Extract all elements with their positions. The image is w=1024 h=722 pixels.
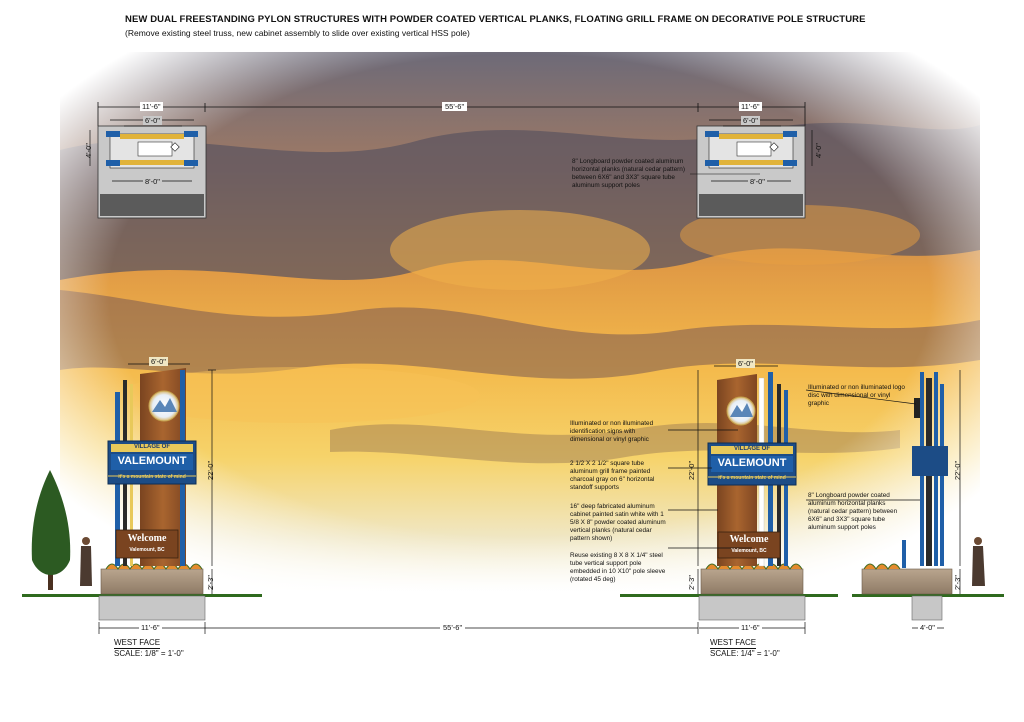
sign-left-tagline: it's a mountain state of mind [118,474,186,480]
left-height: 22'-0" [206,460,215,480]
sign-right-welcome: Welcome [729,534,769,545]
drawing-title: NEW DUAL FREESTANDING PYLON STRUCTURES WITH POWDER COATED VERTICAL PLANKS, FLOATING GRILL FRAME ON DECORATIVE POLE STRUCTURE [125,14,866,25]
plan-left-depth: 4'-0" [84,143,93,158]
plan-right-base: 8'-0" [750,177,765,186]
plan-left-base: 8'-0" [145,177,160,186]
bottom-overall-width: 55'-6" [440,623,465,632]
sign-left-welcome-sub: Valemount, BC [129,547,165,553]
drawing-subtitle: (Remove existing steel truss, new cabinet assembly to slide over existing vertical HSS pole) [125,28,470,38]
sign-right-name: VALEMOUNT [717,457,787,469]
plan-right-depth: 4'-0" [814,143,823,158]
note-pole: Reuse existing 8 X 8 X 1/4" steel tube vertical support pole embedded in 10 X10" pole sleeve (rotated 45 deg) [570,552,666,583]
plan-left-inner: 6'-0" [145,116,160,125]
sign-left-village-of: VILLAGE OF [134,444,170,450]
left-footing-width: 11'-6" [141,623,160,632]
sign-left-welcome: Welcome [127,533,167,544]
left-face-name: WEST FACE [114,638,161,647]
plan-left-outer: 11'-6" [142,102,161,111]
plan-right-inner: 6'-0" [743,116,758,125]
note-logo-disc: Illuminated or non illuminated logo disc with dimensional or vinyl graphic [808,384,905,407]
plan-right-outer: 11'-6" [741,102,760,111]
left-face-scale: SCALE: 1/8" = 1'-0" [114,649,184,658]
plan-overall-width: 55'-6" [442,102,467,111]
sign-right-tagline: it's a mountain state of mind [718,475,786,481]
sign-left-name: VALEMOUNT [117,455,187,467]
sign-right-village-of: VILLAGE OF [734,446,770,452]
side-base-height: 2'-3" [953,575,962,590]
right-footing-width: 11'-6" [741,623,760,632]
right-face-label [710,638,780,659]
note-identification: Illuminated or non illuminated identification signs with dimensional or vinyl graphic [570,420,654,443]
side-height: 22'-0" [953,460,962,480]
note-grill-frame: 2 1/2 X 2 1/2" square tube aluminum grill frame painted charcoal gray on 6" horizontal standoff supports [570,460,655,491]
right-face-name: WEST FACE [710,638,757,647]
right-base-height: 2'-3" [687,575,696,590]
note-cabinet: 16" deep fabricated aluminum cabinet painted satin white with 1 5/8 X 8" powder coated aluminum vertical planks (natural cedar pattern shown) [570,503,666,542]
left-base-height: 2'-3" [206,575,215,590]
plan-view-right [690,120,812,218]
side-width: 4'-0" [920,623,935,632]
left-sign-width: 6'-0" [151,357,166,366]
note-planks-top: 8" Longboard powder coated aluminum horizontal planks (natural cedar pattern) between 6X6" and 3X3" square tube aluminum support poles [572,158,685,189]
right-height: 22'-0" [687,460,696,480]
right-sign-width: 6'-0" [738,359,753,368]
left-face-label [114,638,184,659]
plan-view-left [90,120,206,218]
note-planks-side: 8" Longboard powder coated aluminum horizontal planks (natural cedar pattern) between 6X6" and 3X3" square tube aluminum support poles [808,492,898,531]
sign-right-welcome-sub: Valemount, BC [731,548,767,554]
right-face-scale: SCALE: 1/4" = 1'-0" [710,649,780,658]
